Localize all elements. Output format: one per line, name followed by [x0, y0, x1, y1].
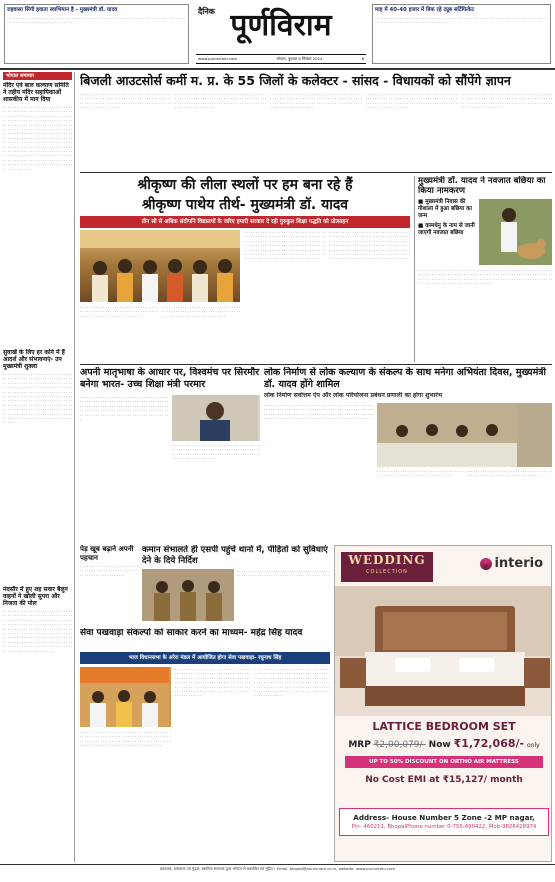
left-column: [3, 72, 75, 862]
masthead-left-box: [4, 4, 189, 64]
masthead-right-text: . . . . . . . . . . . . . . . . . . . . . . . . . . . . . . . . . . . . . . . . . . . . . . . . . . . . . . . . . . . . . . . . . . . . . . . . . . . . . . . . . . . . . . . . . . . . . . . . . . . . . . . . . . . .: [375, 15, 548, 24]
masthead: [0, 0, 555, 70]
minister-photo: [172, 395, 260, 441]
footer-imprint: प्रकाशक, प्रकाशक एवं मुद्रक, स्वामित्व संपादक द्वारा भोपाल से प्रकाशित एवं मुद्रित । Email- bhopal@purnviram.co.in, website- www.purnviram.com: [159, 866, 396, 871]
krishna-headline: श्रीकृष्ण की लीला स्थलों पर हम बना रहे हैं: [137, 177, 353, 193]
masthead-rule: [0, 68, 555, 70]
wedding-title: WEDDING: [348, 553, 426, 567]
sp-headline: कमान संभालते ही एसपी पहुंचे थानो में, पीड़ितो को सुविधाएं देने के दिये निर्दिश: [142, 545, 328, 566]
masthead-right-box: [372, 4, 551, 64]
krishna-photo: [80, 230, 240, 302]
bedroom-image: [335, 586, 552, 716]
lok-col: . . . . . . . . . . . . . . . . . . . . . . . . . . . . . . . . . . . . . . . . . . . . . . . . . . . . . . . . . . . . . . . . . . . . . .: [377, 469, 463, 478]
krishna-col: . . . . . . . . . . . . . . . . . . . . . . . . . . . . . . . . . . . . . . . . . . . . . . . . . . . . . . . . . . . . . . . . . . . . . . . . . . . . . . . . . . . . . . . . . . . . . . . .: [80, 305, 158, 318]
meeting-photo: [377, 403, 552, 467]
top-story-col: . . . . . . . . . . . . . . . . . . . . . . . . . . . . . . . . . . . . . . . . . . . . . . . . . . . . . . . . . . . . . . . . . . . . . . . . . . . . . . . . . . . . . . . . . . . . . . . . . . . . . . . . . . . . . . . . . . . . . . . . . . . . . . . . . . . . . . . . . .: [175, 92, 267, 110]
right-story: [414, 176, 552, 362]
seva-col: . . . . . . . . . . . . . . . . . . . . . . . . . . . . . . . . . . . . . . . . . . . . . . . . . . . . . . . . . . . . . . . . . . . . . . . . . . . . . . . . . . . . . . . . . . . . . . . . . . . . . . . . . . . . . . . . . . . . . . . . . . . . . . . . . . . . . . . . . . . . . . . . . . . . . . . . . . . . . . . . . . . . . . . . . . . . . . . . . . . . . . . . . . . . . . . . . . . . . . . . . . . . . . . . . .: [174, 667, 251, 698]
ad-address: [339, 808, 549, 836]
krishna-body-lower: [80, 305, 240, 360]
calf-image: [479, 199, 552, 265]
top-story-body: [80, 92, 552, 170]
lok-story: [264, 367, 552, 542]
seva-strap: भाज विधानसभा के अरेरा मंडल में आयोजित होगा सेवा पखवाड़ा- रघुनाथ सिंह: [80, 652, 330, 664]
page-number: 8: [361, 56, 364, 61]
mid-rule: [80, 364, 552, 365]
right-story-body: . . . . . . . . . . . . . . . . . . . . . . . . . . . . . . . . . . . . . . . . . . . . . . . . . . . . . . . . . . . . . . . . . . . . . . . . . . . . . . . . . . . . . . . . . . . . . . . . . . . . . . . . . . . . . . . . . . . . . . . . . . . . . . . . . . . . . . . . . . . . . . . . . . . . . . . . . . . . . . . . . . . . . . . . . . . . . . . . . . . . . . . . . . . . . . . . . . . . . . . . . . . . . . . . . .: [418, 268, 552, 286]
police-image: [142, 569, 234, 621]
mother-headline: अपनी मातृभाषा के आधार पर, विश्वमंच पर सिरमौर बनेगा भारत- उच्च शिक्षा मंत्री परमार: [80, 367, 260, 390]
address-line-1: Address- House Number 5 Zone -2 MP nagar,: [353, 813, 535, 822]
sp-body: . . . . . . . . . . . . . . . . . . . . . . . . . . . . . . . . . . . . . . . . . . . . . . . . . . . . . . . . . . . . . . . . . . . . . . . . . . . . . . . . . .: [237, 569, 330, 578]
krishna-body: [244, 230, 410, 360]
brand-logo: interio: [480, 556, 543, 571]
wedding-sub: COLLECTION: [366, 569, 408, 575]
top-story-headline: बिजली आउटसोर्स कर्मी म. प्र. के 55 जिलों के कलेक्टर - सांसद - विधायकों को सौंपेंगे ज्ञापन: [80, 73, 511, 88]
left-heading-1: मंदिर एवं बाल कल्याण समिति ने तहीय मंदिर सहायिकाओं शासकीय में मान दिया: [3, 82, 69, 103]
footer-rule: [0, 864, 555, 865]
left-section-label: भोपाल समाचार: [3, 72, 72, 80]
website: www.purnviram.com: [198, 56, 238, 61]
right-bullet-2: ■ कामधेनु के नाम से जानी जाएगी नवजात बछिया: [418, 223, 475, 236]
minister-image: [172, 395, 258, 441]
right-bullet-1: ■ मुख्यमंत्री निवास की गौशाला में हुआ बछिया का जन्म: [418, 199, 472, 219]
left-body-2: . . . . . . . . . . . . . . . . . . . . . . . . . . . . . . . . . . . . . . . . . . . . . . . . . . . . . . . . . . . . . . . . . . . . . . . . . . . . . . . . . . . . . . . . . . . . . . . . . . . . . . . . . . . . . . . . . . . . . . . . . . . . . . . . . . . . . . . . . . . . . . . . . . . . . . . . . . . . . . . . . . . . . . . . . . . . . . . . . . . . . . . . . . . . . . . . . . . . . . . . . . . . . . . . . . . . . . . . . . . . . . . . . . . . . . . . . . . . . . . . . . . . . . . . . . . . . . . . . . . . . . . . . . . . . . . . . . . . . . . . . . . . . . . . . . . . . . . . . . . . . . . . . . . . . . . . . . . . . . . . . . . . . . . . . . . . . . . .: [3, 372, 72, 425]
top-story-col: . . . . . . . . . . . . . . . . . . . . . . . . . . . . . . . . . . . . . . . . . . . . . . . . . . . . . . . . . . . . . . . . . . . . . . . . . . . . . . . . . . . . . . . . . . . . . . . . . . . . . . . . . . . . . . . . . . . . . . . . . . . . . . . . . . . . . . . . . . .: [270, 92, 362, 110]
mother-col: . . . . . . . . . . . . . . . . . . . . . . . . . . . . . . . . . . . . . . . . . . . . . . . . . . . . . . . . . . . . . . . . . . . . . . . . . . . . . . . . . . . . . . . . . . . . . . . . . . . . . . . . . . . . . . . . . . . . . . . . . . . . . . . . . . . . . . . . . . . . . . . . . . . . . . . . . . . . . . . . . . . . . . . . . . . . . . . . . . . . . . . . . . . . . . . . . . . .: [80, 395, 168, 422]
lok-subhead: लोक निर्माण सर्वोत्तम ऐप और लोक परियोजना प्रबंधन प्रणाली का होगा शुभारंभ: [264, 392, 443, 399]
seva-headline: सेवा पखवाड़ा संकल्पो को साकार करने का माध्यम- महेंद्र सिंह यादव: [80, 628, 303, 638]
old-price: ₹2,00,079/-: [373, 740, 426, 750]
seva-photo: [80, 667, 171, 727]
masthead-left-text: . . . . . . . . . . . . . . . . . . . . . . . . . . . . . . . . . . . . . . . . . . . . . . . . . . . . . . . . . . . . . . . . . . . . . . . . . . . . . . . . . . . . . . . . . . . . . . . . . . . . . . . . . . . .: [7, 15, 186, 24]
top-story-rule: [80, 172, 552, 173]
product-title: LATTICE BEDROOM SET: [372, 720, 516, 733]
emi-text: No Cost EMI at ₹15,127/ month: [365, 775, 523, 785]
brand-name: पूर्णविराम: [230, 8, 332, 43]
tree-story: [80, 545, 138, 625]
wedding-banner: [341, 552, 433, 582]
krishna-subhead: श्रीकृष्ण पाथेय तीर्थ- मुख्यमंत्री डॉ. यादव: [141, 197, 349, 213]
police-photo: [142, 569, 234, 621]
krishna-col: . . . . . . . . . . . . . . . . . . . . . . . . . . . . . . . . . . . . . . . . . . . . . . . . . . . . . . . . . . . . . . . . . . . . . . . . . . . . . . . . . . . . . . . . . . . . . . . .: [162, 305, 240, 318]
edition-line: भोपाल, बुधवार 8 सितंबर 2024: [276, 56, 323, 61]
left-body-1: . . . . . . . . . . . . . . . . . . . . . . . . . . . . . . . . . . . . . . . . . . . . . . . . . . . . . . . . . . . . . . . . . . . . . . . . . . . . . . . . . . . . . . . . . . . . . . . . . . . . . . . . . . . . . . . . . . . . . . . . . . . . . . . . . . . . . . . . . . . . . . . . . . . . . . . . . . . . . . . . . . . . . . . . . . . . . . . . . . . . . . . . . . . . . . . . . . . . . . . . . . . . . . . . . . . . . . . . . . . . . . . . . . . . . . . . . . . . . . . . . . . . . . . . . . . . . . . . . . . . . . . . . . . . . . . . . . . . . . . . . . . . . . . . . . . . . . . . . . . . . . . . . . . . . . . . . . . . . . . . . . . . . . . . . . . . . . . . . . . . . . . . . . . . . . . . . . . . . . . . . . . . . . . . . . . . . . . . . . . . . . . . . . . . . . . . . . . . . . . . . . . . . . . . . . . . . . . . . . . . . . . . . . . . . . . . .: [3, 105, 72, 171]
top-story-col: . . . . . . . . . . . . . . . . . . . . . . . . . . . . . . . . . . . . . . . . . . . . . . . . . . . . . . . . . . . . . . . . . . . . . . . . . . . . . . . . . . . . . . . . . . . . . . . . . . . . . . . . . . . . . . . . . . . . . . . . . . . . . . . . . . . . . . . . . . .: [365, 92, 457, 110]
tree-body: . . . . . . . . . . . . . . . . . . . . . . . . . . . . . . . . . . . . . . . . . . . . . . . . . . . . . . . . . . . . . . . . . . . . . .: [80, 564, 138, 577]
krishna-col: . . . . . . . . . . . . . . . . . . . . . . . . . . . . . . . . . . . . . . . . . . . . . . . . . . . . . . . . . . . . . . . . . . . . . . . . . . . . . . . . . . . . . . . . . . . . . . . . . . . . . . . . . . . . . . . . . . . . . . . . . . . . . . . . . . . . . . . . . . . . . . . . . . . . . . . . . . . . . . . . . . . . . . . . . . . . . . . . . . . . . . . . . . . . . . . . . . . . . . . . . . . . . . . . . . . . . . . . . . . . . . . . . . . . . . . . . . . . . . . . . . . . .: [329, 230, 410, 261]
masthead-right-headline: माह में 40-40 हजार में बिक रहे ट्यूब सर्टिफिकेट: [375, 7, 475, 13]
seva-body: [80, 667, 330, 862]
brand-prefix: दैनिक: [198, 7, 215, 16]
top-story-col: . . . . . . . . . . . . . . . . . . . . . . . . . . . . . . . . . . . . . . . . . . . . . . . . . . . . . . . . . . . . . . . . . . . . . . . . . . . . . . . . . . . . . . . . . . . . . . . . . . . . . . . . . . . . . . . . . . . . . . . . . . . . . . . . . . . . . . . . . .: [80, 92, 172, 110]
krishna-col: . . . . . . . . . . . . . . . . . . . . . . . . . . . . . . . . . . . . . . . . . . . . . . . . . . . . . . . . . . . . . . . . . . . . . . . . . . . . . . . . . . . . . . . . . . . . . . . . . . . . . . . . . . . . . . . . . . . . . . . . . . . . . . . . . . . . . . . . . . . . . . . . . . . . . . . . . . . . . . . . . . . . . . . . . . . . . . . . . . . . . . . . . . . . . . . . . . . . . . . . . . . . . . . . . . . . . . . . . . . . . . . . . . . . . . . . . . . . . . . . . . . .: [244, 230, 325, 261]
seva-col: . . . . . . . . . . . . . . . . . . . . . . . . . . . . . . . . . . . . . . . . . . . . . . . . . . . . . . . . . . . . . . . . . . . . . . . . . . . . . . . . . . . . . . . . . . . . . . . . . . . . . . . . . . . . . . . . . . . . . . . . . . . . . . . . . . . . . . . . . . . . . . . . . . . . . . . . . . . . . . . . . . . . . . . . . . . . . . . . . . . . . . . . . . . . . . . . . . . . . . . . . . . . . . . . . . .: [254, 667, 330, 698]
price-line: MRP ₹2,00,079/- Now ₹1,72,068/- only: [348, 737, 540, 750]
new-price: ₹1,72,068/-: [453, 737, 525, 750]
sp-story: [142, 545, 330, 625]
masthead-dateline-bar: [196, 54, 366, 64]
furniture-ad: [334, 545, 552, 862]
top-story-col: . . . . . . . . . . . . . . . . . . . . . . . . . . . . . . . . . . . . . . . . . . . . . . . . . . . . . . . . . . . . . . . . . . . . . . . . . . . . . . . . . . . . . . . . . . . . . . . . . . . . . . . . . . . . . . . . . . . . . . . . . . . . . . . . . . . . . . . . . . .: [460, 92, 553, 110]
meeting-image: [377, 403, 517, 467]
left-heading-2: सुवाखें के लिए हर कोने में हैं आदर्श और संभावनाएं- उप मुख्यमंत्री शुक्ला: [3, 349, 65, 370]
right-story-headline: मुख्यमंत्री डॉ. यादव ने नवजात बछिया का किया नामकरण: [418, 176, 546, 196]
calf-photo: [479, 199, 552, 265]
masthead-left-headline: राहवासा सिंगी हवाता स्वाभिमान है - मुख्यमंत्री डॉ. यादव: [7, 7, 118, 13]
mother-col: . . . . . . . . . . . . . . . . . . . . . . . . . . . . . . . . . . . . . . . . . . . . . . . . . . . . . . . . . . . . . . . . . . . . . . . . . . . . . . . . . . . . . . . . . . . . . . . . . . . . . . . . . . . . . . . . . . . . . . . . . . . . . . . . . . . . . . . . .: [172, 443, 260, 461]
seva-image: [80, 667, 169, 727]
tree-headline: पेड़ खूब बढ़ाने अपनी पहचान: [80, 545, 134, 562]
lok-col: . . . . . . . . . . . . . . . . . . . . . . . . . . . . . . . . . . . . . . . . . . . . . . . . . . . . . . . . . . . . . . . . . . . . . .: [466, 469, 552, 478]
crowd-image: [80, 230, 240, 302]
bedroom-photo: [335, 586, 552, 716]
lok-col: . . . . . . . . . . . . . . . . . . . . . . . . . . . . . . . . . . . . . . . . . . . . . . . . . . . . . . . . . . . . . . . . . . . . . . . . . . . . . . . . . . . . . . . . . . . . . . . . . . . . . . . . . . . . . . . . . . . . . . . . . . . . . . . . . . . . . . . . . . . . . . . . . . . . . . . . . . . . . . . . . . . . . . . . . . . . . . . . . . . . . . . . . . . . . . . .: [264, 403, 374, 421]
address-line-2: Pin- 460211, BhopalPhone number 0-755-490422, Mob-9826428974: [351, 824, 537, 830]
godrej-swirl-icon: [480, 558, 492, 570]
mother-story: [80, 367, 260, 542]
discount-banner: UP TO 50% DISCOUNT ON ORTHO AIR MATTRESS: [345, 756, 543, 768]
left-body-3: . . . . . . . . . . . . . . . . . . . . . . . . . . . . . . . . . . . . . . . . . . . . . . . . . . . . . . . . . . . . . . . . . . . . . . . . . . . . . . . . . . . . . . . . . . . . . . . . . . . . . . . . . . . . . . . . . . . . . . . . . . . . . . . . . . . . . . . . . . . . . . . . . . . . . . . . . . . . . . . . . . . . . . . . . . . . . . . . . . . . . . . . . . . . . . . . . . . . . . . . . . . . . . . . . . . . . . . . . . . . . . . . . . . . . . . . . . . . . . . . . . . . . . . . . . . . . . . . . . . . . . . . . . . . . . . . . . . . . . . . . . . . . . . . . . . . .: [3, 609, 72, 653]
left-heading-3: मंदसौर में हुए शह सवार बैलुन वाहनों ने खोली सुपरा और निजता की पोल: [3, 586, 68, 607]
krishna-strap: तीन सौ से अधिक संदीपनि विद्यालयों के जरिए हमारी सरकार दे रही गुरुकुल शिक्षा पद्धति को प्रोत्साहन: [80, 216, 410, 228]
lok-headline: लोक निर्माण से लोक कल्याण के संकल्प के साथ मनेगा अभियंता दिवस, मुख्यमंत्री डॉ. यादव होंगे शामिल: [264, 367, 546, 390]
seva-col: . . . . . . . . . . . . . . . . . . . . . . . . . . . . . . . . . . . . . . . . . . . . . . . . . . . . . . . . . . . . . . . . . . . . . . . . . . . . . . . . . . . . . . . . . . . . . . . . . . . . . . . . . . . . . . . . . . . . . . . . . . . . . . . . . . . . . . . . . . . . . . . . . . . . . . . . . . . . .: [80, 730, 171, 748]
